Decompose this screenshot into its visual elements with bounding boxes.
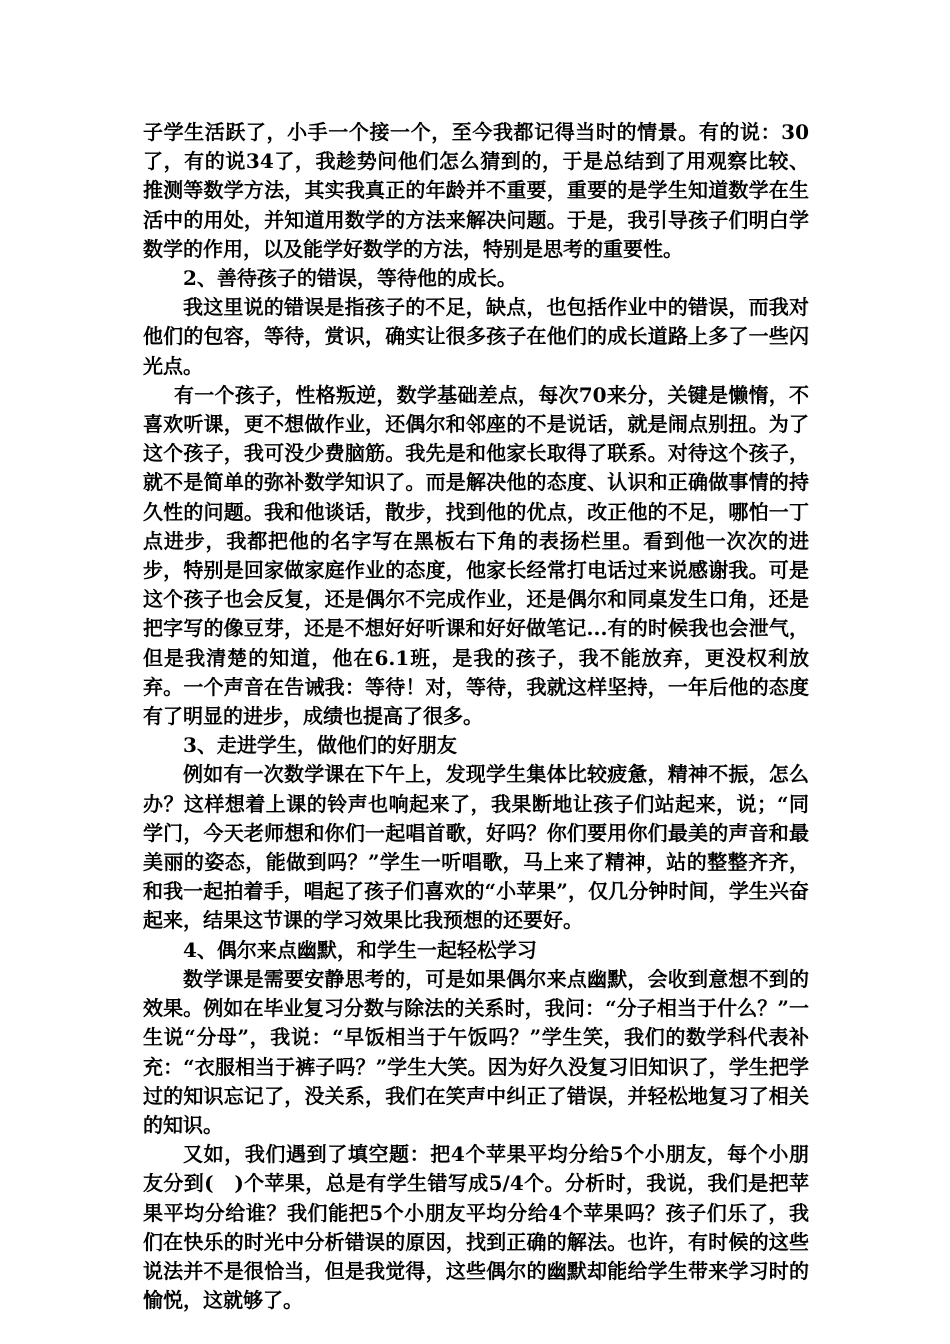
document-body xyxy=(143,118,809,1315)
paragraph-errors-intro: 我这里说的错误是指孩子的不足，缺点，也包括作业中的错误，而我对他们的包容，等待，赏识，确实让很多孩子在他们的成长道路上多了一些闪光点。 xyxy=(143,295,809,378)
paragraph-rebellious-child: 有一个孩子，性格叛逆，数学基础差点，每次70来分，关键是懒惰，不喜欢听课，更不想做作业，还偶尔和邻座的不是说话，就是闹点别扭。为了这个孩子，我可没少费脑筋。我先是和他家长取得了联系。对待这个孩子，就不是简单的弥补数学知识了。而是解决他的态度、认识和正确做事情的持久性的问题。我和他谈话，散步，找到他的优点，改正他的不足，哪怕一丁点进步，我都把他的名字写在黑板右下角的表扬栏里。看到他一次次的进步，特别是回家做家庭作业的态度，他家长经常打电话过来说感谢我。可是这个孩子也会反复，还是偶尔不完成作业，还是偶尔和同桌发生口角，还是把字写的像豆芽，还是不想好好听课和好好做笔记...有的时候我也会泄气，但是我清楚的知道，他在6.1班，是我的孩子，我不能放弃，更没权利放弃。一个声音在告诫我：等待！对，等待，我就这样坚持，一年后他的态度有了明显的进步，成绩也提高了很多。 xyxy=(143,382,809,729)
paragraph-continuation: 子学生活跃了，小手一个接一个，至今我都记得当时的情景。有的说：30了，有的说34了，我趁势问他们怎么猜到的，于是总结到了用观察比较、推测等数学方法，其实我真正的年龄并不重要，重要的是学生知道数学在生活中的用处，并知道用数学的方法来解决问题。于是，我引导孩子们明白学数学的作用，以及能学好数学的方法，特别是思考的重要性。 xyxy=(143,120,809,261)
paragraph-fill-blank-example: 又如，我们遇到了填空题：把4个苹果平均分给5个小朋友，每个小朋友分到( )个苹果，总是有学生错写成5/4个。分析时，我说，我们是把苹果平均分给谁？我们能把5个小朋友平均分给4个苹果吗？孩子们乐了，我们在快乐的时光中分析错误的原因，找到正确的解法。也许，有时候的这些说法并不是很恰当，但是我觉得，这些偶尔的幽默却能给学生带来学习时的愉悦，这就够了。 xyxy=(143,1142,809,1313)
section-heading-3: 3、走进学生，做他们的好朋友 xyxy=(183,733,457,758)
section-heading-2: 2、善待孩子的错误，等待他的成长。 xyxy=(183,266,517,291)
paragraph-singing-example: 例如有一次数学课在下午上，发现学生集体比较疲惫，精神不振，怎么办？这样想着上课的铃声也响起来了，我果断地让孩子们站起来，说；“同学门，今天老师想和你们一起唱首歌，好吗？你们要用你们最美的声音和最美丽的姿态，能做到吗？”学生一听唱歌，马上来了精神，站的整整齐齐，和我一起拍着手，唱起了孩子们喜欢的“小苹果”，仅几分钟时间，学生兴奋起来，结果这节课的学习效果比我预想的还要好。 xyxy=(143,762,809,933)
paragraph-humor-example: 数学课是需要安静思考的，可是如果偶尔来点幽默，会收到意想不到的效果。例如在毕业复习分数与除法的关系时，我问：“分子相当于什么？”一生说“分母”，我说：“早饭相当于午饭吗？”学生笑，我们的数学科代表补充：“衣服相当于裤子吗？”学生大笑。因为好久没复习旧知识了，学生把学过的知识忘记了，没关系，我们在笑声中纠正了错误，并轻松地复习了相关的知识。 xyxy=(143,966,809,1137)
section-heading-4: 4、偶尔来点幽默，和学生一起轻松学习 xyxy=(183,937,537,962)
